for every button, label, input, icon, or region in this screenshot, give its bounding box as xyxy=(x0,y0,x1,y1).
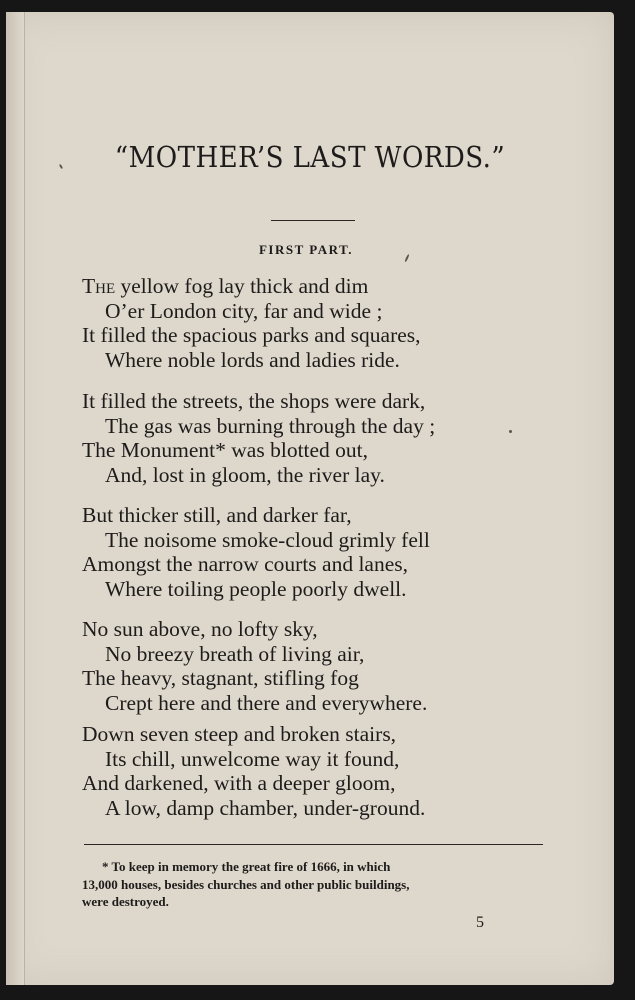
poem-line: The gas was burning through the day ; xyxy=(105,413,436,438)
poem-line: But thicker still, and darker far, xyxy=(82,503,352,527)
poem-line: Its chill, unwelcome way it found, xyxy=(105,746,400,771)
footnote-line: 13,000 houses, besides churches and other public buildings, xyxy=(82,876,410,892)
drop-word: The xyxy=(82,274,116,298)
stanza-1 xyxy=(82,274,582,373)
footnote-line: were destroyed. xyxy=(82,894,169,909)
page-gutter xyxy=(6,12,25,985)
stanza-3 xyxy=(82,503,582,602)
poem-line: Crept here and there and everywhere. xyxy=(105,691,428,716)
footnote xyxy=(82,858,550,911)
stanza-2 xyxy=(82,389,582,488)
book-page xyxy=(6,12,614,985)
poem-line: The yellow fog lay thick and dim xyxy=(82,274,369,298)
poem-line: The noisome smoke-cloud grimly fell xyxy=(105,527,430,552)
footnote-line: * To keep in memory the great fire of 1666, in which xyxy=(102,859,391,874)
poem-line: The heavy, stagnant, stifling fog xyxy=(82,666,359,691)
page-number: 5 xyxy=(476,914,484,931)
footnote-rule xyxy=(84,844,543,845)
stanza-4 xyxy=(82,617,582,716)
poem-line: No sun above, no lofty sky, xyxy=(82,617,318,641)
poem-line: It filled the streets, the shops were dark, xyxy=(82,389,426,413)
poem-line: And darkened, with a deeper gloom, xyxy=(82,771,396,796)
title-rule xyxy=(271,220,355,221)
part-heading: FIRST PART. xyxy=(258,242,354,257)
poem-line: Amongst the narrow courts and lanes, xyxy=(82,552,409,577)
poem-line: O’er London city, far and wide ; xyxy=(105,298,383,323)
poem-line: Down seven steep and broken stairs, xyxy=(82,722,397,746)
poem-line: And, lost in gloom, the river lay. xyxy=(105,463,385,488)
poem-line: Where toiling people poorly dwell. xyxy=(105,577,407,602)
poem-line: A low, damp chamber, under-ground. xyxy=(105,796,426,821)
print-speck xyxy=(509,430,512,433)
poem-line: It filled the spacious parks and squares, xyxy=(82,323,421,348)
page-title: “MOTHER’S LAST WORDS.” xyxy=(114,140,506,174)
stanza-5 xyxy=(82,722,582,821)
poem-line: The Monument* was blotted out, xyxy=(82,438,369,463)
poem-line: No breezy breath of living air, xyxy=(105,641,365,666)
poem-line: Where noble lords and ladies ride. xyxy=(105,348,400,373)
